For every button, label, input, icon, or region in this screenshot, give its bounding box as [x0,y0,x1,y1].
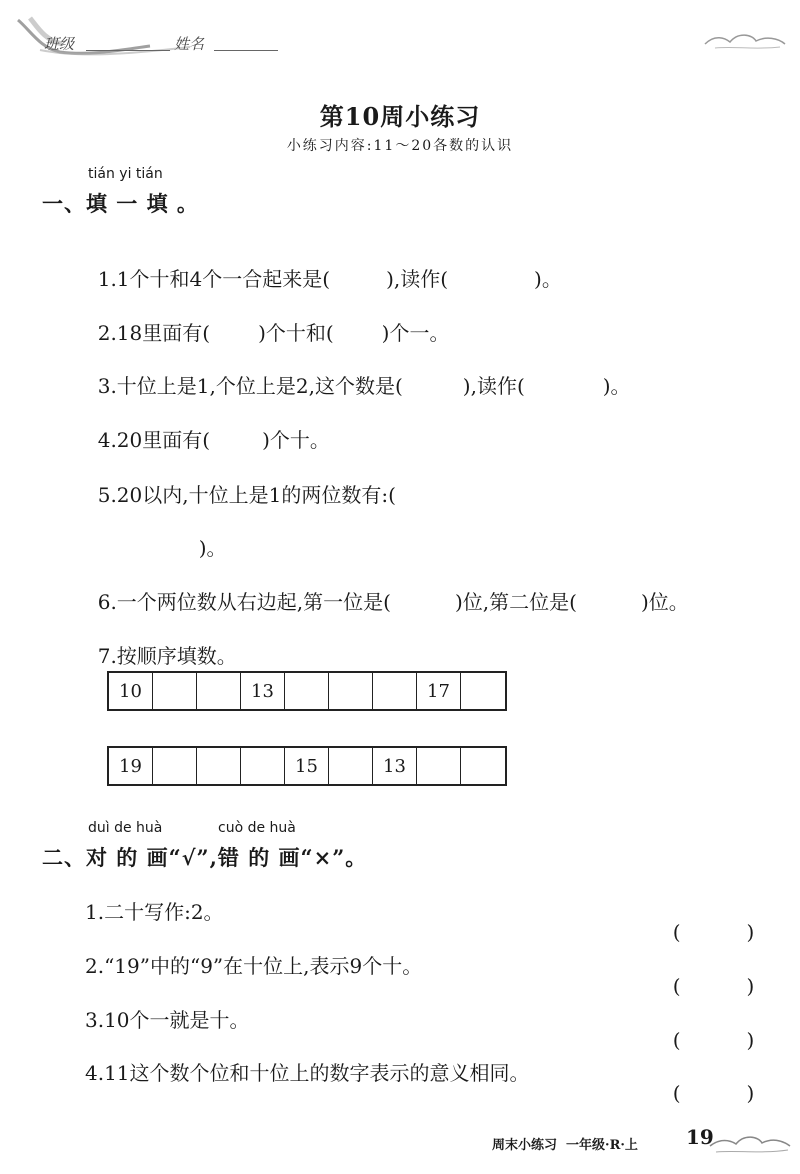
grid2-cell[interactable] [461,748,505,784]
judge-question-3: 3.10个一就是十。 [85,1008,250,1032]
page-subtitle: 小练习内容:11～20各数的认识 [286,138,514,154]
question-2-part-a: 2.18里面有( [97,321,211,345]
question-3-part-a: 3.十位上是1,个位上是2,这个数是( [97,374,403,398]
footer-cloud-decoration [708,1124,792,1158]
question-6-part-a: 6.一个两位数从右边起,第一位是( [97,590,391,614]
paren-close: ) [746,1028,755,1052]
footer-text: 周末小练习 一年级·R·上 [492,1138,638,1153]
question-6-part-c: )位。 [640,590,689,614]
judge-question-4: 4.11这个数个位和十位上的数字表示的意义相同。 [85,1061,530,1085]
section1-pinyin: tián yi tián [88,166,163,182]
section2-pinyin-wrong: cuò de huà [218,820,296,836]
question-4 [85,400,330,453]
question-2-part-b: )个十和( [258,321,334,345]
name-blank-line[interactable] [214,50,278,51]
grid2-cell: 13 [373,748,417,784]
question-7 [85,616,237,669]
question-1 [85,239,562,292]
grid2-cell: 15 [285,748,329,784]
question-3 [85,346,631,399]
paren-open: ( [672,1028,681,1052]
question-5-part-a: 5.20以内,十位上是1的两位数有:( [97,483,396,507]
grid1-cell[interactable] [153,673,197,709]
section2-pinyin-correct: duì de huà [88,820,163,836]
grid1-cell[interactable] [329,673,373,709]
class-blank-line[interactable] [86,50,170,51]
paren-open: ( [672,920,681,944]
section1-heading: 一、填 一 填 。 [42,191,199,216]
grid1-cell: 10 [109,673,153,709]
header-cloud-decoration-right [700,24,790,54]
grid1-cell[interactable] [197,673,241,709]
judge-question-1: 1.二十写作:2。 [85,900,224,924]
question-1-part-a: 1.1个十和4个一合起来是( [97,267,331,291]
answer-blank-5[interactable] [186,508,227,561]
question-3-part-b: ),读作( [462,374,525,398]
question-2-part-c: )个一。 [381,321,450,345]
judge-question-2: 2.“19”中的“9”在十位上,表示9个十。 [85,954,423,978]
question-2 [85,293,449,346]
grid2-cell[interactable] [153,748,197,784]
judge-answer-paren-4[interactable] [660,1057,755,1105]
question-4-part-a: 4.20里面有( [97,428,211,452]
question-7-text: 7.按顺序填数。 [97,644,237,668]
paren-close: ) [746,920,755,944]
number-grid-2 [107,746,507,786]
section2-heading: 二、对 的 画“√”,错 的 画“×”。 [42,845,368,870]
number-grid-1 [107,671,507,711]
judge-answer-paren-1[interactable] [660,896,755,944]
question-5 [85,455,396,508]
question-5-part-b: )。 [198,536,227,560]
grid2-cell[interactable] [329,748,373,784]
paren-open: ( [672,1081,681,1105]
grid1-cell[interactable] [285,673,329,709]
question-4-part-b: )个十。 [262,428,330,452]
question-6-part-b: )位,第二位是( [454,590,577,614]
grid2-cell[interactable] [241,748,285,784]
grid1-cell[interactable] [373,673,417,709]
paren-open: ( [672,974,681,998]
page-number: 19 [686,1125,714,1149]
name-label: 姓名 [174,35,205,53]
grid2-cell: 19 [109,748,153,784]
grid1-cell: 13 [241,673,285,709]
paren-close: ) [746,1081,755,1105]
grid1-cell[interactable] [461,673,505,709]
judge-answer-paren-2[interactable] [660,950,755,998]
grid1-cell: 17 [417,673,461,709]
question-1-part-c: )。 [534,267,562,291]
grid2-cell[interactable] [197,748,241,784]
grid2-cell[interactable] [417,748,461,784]
page-title: 第10周小练习 [319,102,481,131]
question-6 [85,562,689,615]
question-3-part-c: )。 [602,374,631,398]
question-1-part-b: ),读作( [386,267,449,291]
paren-close: ) [746,974,755,998]
judge-answer-paren-3[interactable] [660,1004,755,1052]
class-label: 班级 [44,35,75,53]
